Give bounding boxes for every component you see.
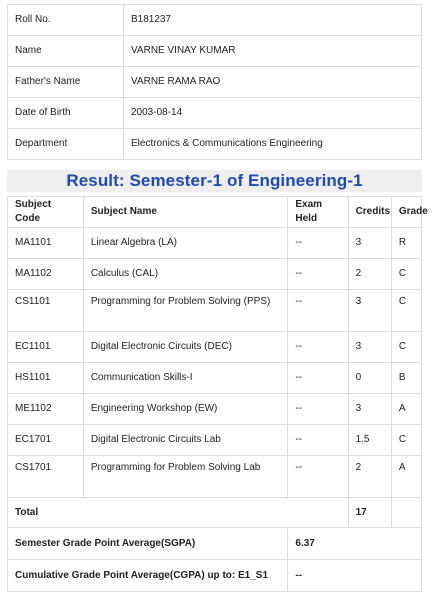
subject-code: MA1101 (8, 228, 84, 259)
info-value: B181237 (124, 5, 422, 36)
table-row (8, 332, 422, 363)
result-table (7, 196, 428, 592)
sgpa-row (8, 528, 422, 560)
info-value: 2003-08-14 (124, 98, 422, 129)
result-title-banner (7, 170, 422, 192)
header-exam-held: Exam Held (288, 197, 348, 228)
cgpa-label: Cumulative Grade Point Average(CGPA) up to: E1_S1 (8, 560, 288, 592)
cgpa-row (8, 560, 422, 592)
total-row (8, 498, 422, 528)
sgpa-value: 6.37 (288, 528, 422, 560)
info-value: VARNE VINAY KUMAR (124, 36, 422, 67)
credits: 2 (348, 259, 391, 290)
total-label: Total (8, 498, 349, 528)
credits: 3 (348, 228, 391, 259)
info-row-department (8, 129, 422, 160)
grade: C (391, 332, 421, 363)
grade: B (391, 363, 421, 394)
exam-held: -- (288, 425, 348, 456)
result-header-row (8, 197, 422, 228)
subject-code: MA1102 (8, 259, 84, 290)
subject-name: Programming for Problem Solving Lab (83, 456, 288, 498)
table-row (8, 290, 422, 332)
info-label: Date of Birth (8, 98, 124, 129)
info-label: Department (8, 129, 124, 160)
cgpa-value: -- (288, 560, 422, 592)
subject-name: Calculus (CAL) (83, 259, 288, 290)
subject-name: Digital Electronic Circuits Lab (83, 425, 288, 456)
exam-held: -- (288, 363, 348, 394)
table-row (8, 394, 422, 425)
subject-name: Engineering Workshop (EW) (83, 394, 288, 425)
header-subject-code: Subject Code (8, 197, 84, 228)
credits: 3 (348, 290, 391, 332)
credits: 1.5 (348, 425, 391, 456)
table-row (8, 363, 422, 394)
subject-code: CS1701 (8, 456, 84, 498)
exam-held: -- (288, 259, 348, 290)
credits: 3 (348, 394, 391, 425)
subject-code: ME1102 (8, 394, 84, 425)
grade: R (391, 228, 421, 259)
subject-code: EC1701 (8, 425, 84, 456)
grade: C (391, 259, 421, 290)
info-value: Electronics & Communications Engineering (124, 129, 422, 160)
info-label: Roll No. (8, 5, 124, 36)
info-row-date-of-birth (8, 98, 422, 129)
grade: A (391, 456, 421, 498)
credits: 0 (348, 363, 391, 394)
table-row (8, 228, 422, 259)
exam-held: -- (288, 456, 348, 498)
credits: 2 (348, 456, 391, 498)
credits: 3 (348, 332, 391, 363)
header-grade: Grade (391, 197, 421, 228)
subject-code: EC1101 (8, 332, 84, 363)
info-label: Father's Name (8, 67, 124, 98)
header-credits: Credits (348, 197, 391, 228)
info-row-name (8, 36, 422, 67)
subject-name: Digital Electronic Circuits (DEC) (83, 332, 288, 363)
exam-held: -- (288, 394, 348, 425)
total-credits: 17 (348, 498, 391, 528)
exam-held: -- (288, 290, 348, 332)
table-row (8, 259, 422, 290)
info-label: Name (8, 36, 124, 67)
exam-held: -- (288, 228, 348, 259)
result-title: Result: Semester-1 of Engineering-1 (66, 171, 363, 190)
info-row-father-name (8, 67, 422, 98)
total-grade-empty (391, 498, 421, 528)
info-value: VARNE RAMA RAO (124, 67, 422, 98)
subject-name: Communication Skills-I (83, 363, 288, 394)
info-row-roll-no (8, 5, 422, 36)
grade: C (391, 425, 421, 456)
exam-held: -- (288, 332, 348, 363)
grade: C (391, 290, 421, 332)
subject-code: HS1101 (8, 363, 84, 394)
subject-code: CS1101 (8, 290, 84, 332)
subject-name: Programming for Problem Solving (PPS) (83, 290, 288, 332)
grade: A (391, 394, 421, 425)
table-row (8, 425, 422, 456)
header-subject-name: Subject Name (83, 197, 288, 228)
sgpa-label: Semester Grade Point Average(SGPA) (8, 528, 288, 560)
table-row (8, 456, 422, 498)
student-info-table (7, 4, 422, 160)
subject-name: Linear Algebra (LA) (83, 228, 288, 259)
